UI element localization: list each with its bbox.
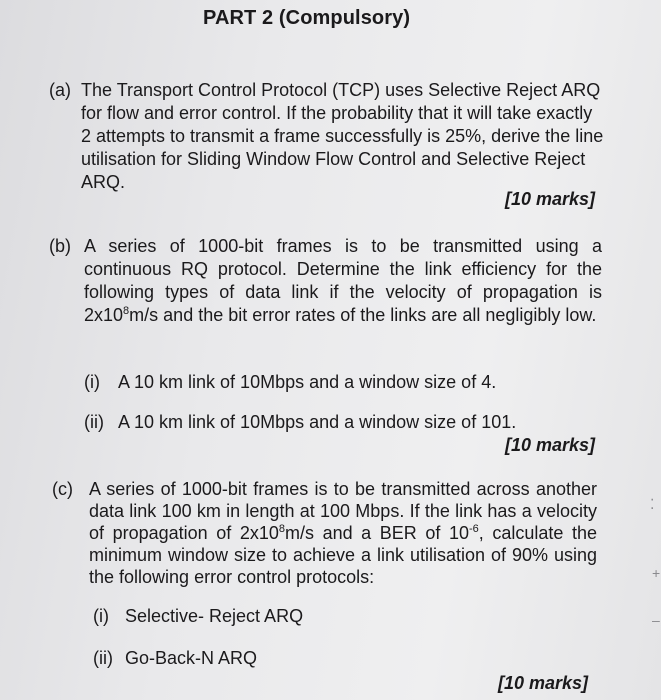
margin-mark: ⁚ [650, 496, 655, 512]
part-b-item-2-label: (ii) [84, 412, 104, 432]
part-b-item-1-text: A 10 km link of 10Mbps and a window size of 4. [118, 372, 497, 392]
part-b-exponent: 8 [123, 305, 130, 317]
part-b-label: (b) [49, 236, 71, 256]
part-c-item-2-text: Go-Back-N ARQ [125, 648, 258, 668]
part-a-marks: [10 marks] [505, 189, 596, 209]
part-b-item-1-label: (i) [84, 372, 100, 392]
part-c-question [89, 478, 597, 588]
part-a-label: (a) [49, 80, 71, 100]
part-c-text-1: A series of 1000-bit frames is to be transmitted across another data link 100 km in length at 100 Mbps. If the link has a velocity of propagation of 2x10 [89, 479, 597, 543]
part-c-text-2: m/s and a BER of 10 [285, 523, 469, 543]
part-b-marks: [10 marks] [505, 435, 596, 455]
part-b-text-2: m/s and the bit error rates of the links are all negligibly low. [129, 305, 597, 325]
part-c-label: (c) [52, 479, 73, 499]
part-a-question: The Transport Control Protocol (TCP) uses Selective Reject ARQ for flow and error control. If the probability that it will take exactly 2 attempts to transmit a frame successfully is 25%, derive the line utilisation for Sliding Window Flow Control and Selective Reject ARQ. [81, 80, 604, 192]
part-c-item-1-label: (i) [93, 606, 109, 626]
part-c-item-1-text: Selective- Reject ARQ [125, 606, 304, 626]
part-b-question [84, 235, 602, 327]
part-c-item-2-label: (ii) [93, 648, 113, 668]
margin-mark: – [652, 612, 660, 628]
part-c-text-3: , calculate the minimum window size to achieve a link utilisation of 90% using the following error control protocols: [89, 523, 597, 587]
part-b-item-2-text: A 10 km link of 10Mbps and a window size of 101. [118, 412, 517, 432]
part-c-marks: [10 marks] [498, 673, 589, 693]
section-heading: PART 2 (Compulsory) [203, 7, 411, 29]
part-b-text-1: A series of 1000-bit frames is to be transmitted using a continuous RQ protocol. Determine the link efficiency for the following types of data link if the velocity of propagation is 2x10 [84, 236, 602, 325]
part-c-exponent-2: -6 [468, 523, 479, 535]
margin-mark: + [652, 565, 661, 581]
part-c-exponent-1: 8 [278, 523, 285, 535]
